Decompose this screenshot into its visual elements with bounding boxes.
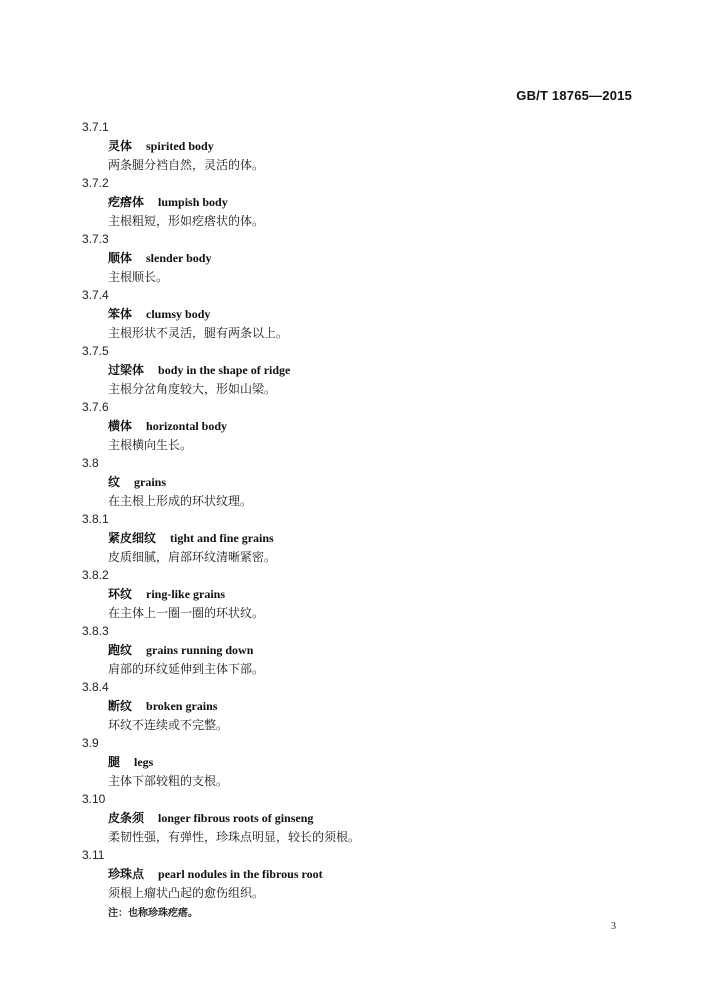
term-entry [0,678,710,734]
term-entry [0,342,710,398]
term-line [108,641,253,660]
clause-number: 3.7.4 [82,288,109,302]
term-english: legs [134,755,154,769]
clause-number: 3.9 [82,736,99,750]
term-definition: 环纹不连续或不完整。 [108,718,229,732]
term-entry [0,790,710,846]
term-chinese: 笨体 [108,307,133,321]
clause-number: 3.8.1 [82,512,109,526]
clause-number: 3.8.2 [82,568,109,582]
term-definition: 主根顺长。 [108,270,169,284]
term-definition: 两条腿分裆自然，灵活的体。 [108,158,265,172]
clause-number: 3.7.2 [82,176,109,190]
term-line [108,473,166,492]
term-chinese: 过梁体 [108,363,145,377]
note: 注：也称珍珠疙瘩。 [108,908,198,919]
term-entry [0,846,710,902]
term-line [108,361,290,380]
term-entry [0,510,710,566]
term-entry [0,734,710,790]
term-english: grains [134,475,167,489]
term-definition: 柔韧性强，有弹性，珍珠点明显，较长的须根。 [108,830,361,844]
clause-number: 3.7.5 [82,344,109,358]
term-definition: 主根形状不灵活，腿有两条以上。 [108,326,289,340]
term-english: horizontal body [146,419,228,433]
term-definition: 在主体上一圈一圈的环状纹。 [108,606,265,620]
term-english: spirited body [146,139,214,153]
term-chinese: 跑纹 [108,643,133,657]
term-chinese: 皮条须 [108,811,145,825]
term-line [108,753,153,772]
term-english: slender body [146,251,212,265]
term-english: longer fibrous roots of ginseng [158,811,314,825]
term-english: broken grains [146,699,218,713]
term-line [108,193,228,212]
term-definition: 肩部的环纹延伸到主体下部。 [108,662,265,676]
term-chinese: 纹 [108,475,121,489]
term-english: ring-like grains [146,587,226,601]
term-line [108,529,274,548]
standard-code: GB/T 18765—2015 [516,88,632,103]
term-line [108,249,211,268]
term-english: pearl nodules in the fibrous root [158,867,323,881]
clause-number: 3.7.6 [82,400,109,414]
term-definition: 主根粗短，形如疙瘩状的体。 [108,214,265,228]
term-line [108,417,227,436]
term-chinese: 横体 [108,419,133,433]
term-english: clumsy body [146,307,211,321]
term-line [108,305,210,324]
term-line [108,137,214,156]
clause-number: 3.7.3 [82,232,109,246]
term-english: tight and fine grains [170,531,274,545]
term-entry [0,286,710,342]
term-line [108,809,313,828]
term-chinese: 腿 [108,755,121,769]
term-definition: 皮质细腻，肩部环纹清晰紧密。 [108,550,277,564]
clause-number: 3.11 [82,848,105,862]
term-definition: 主根横向生长。 [108,438,193,452]
term-chinese: 断纹 [108,699,133,713]
term-line [108,865,323,884]
term-definition: 主体下部较粗的支根。 [108,774,229,788]
term-entry [0,398,710,454]
clause-number: 3.8 [82,456,99,470]
term-entry [0,622,710,678]
term-definition: 在主根上形成的环状纹理。 [108,494,253,508]
term-definition: 须根上瘤状凸起的愈伤组织。 [108,886,265,900]
term-english: lumpish body [158,195,228,209]
clause-number: 3.7.1 [82,120,109,134]
term-definition: 主根分岔角度较大，形如山梁。 [108,382,277,396]
term-entry [0,454,710,510]
term-line [108,585,225,604]
term-entry [0,118,710,174]
term-chinese: 珍珠点 [108,867,145,881]
page-number: 3 [611,921,616,932]
term-line [108,697,217,716]
term-english: grains running down [146,643,254,657]
term-chinese: 紧皮细纹 [108,531,157,545]
term-entry [0,230,710,286]
term-chinese: 灵体 [108,139,133,153]
clause-number: 3.8.4 [82,680,109,694]
term-chinese: 环纹 [108,587,133,601]
clause-number: 3.10 [82,792,106,806]
term-entry [0,566,710,622]
term-english: body in the shape of ridge [158,363,291,377]
term-chinese: 疙瘩体 [108,195,145,209]
term-entry [0,174,710,230]
term-chinese: 顺体 [108,251,133,265]
term-list [0,118,710,902]
clause-number: 3.8.3 [82,624,109,638]
